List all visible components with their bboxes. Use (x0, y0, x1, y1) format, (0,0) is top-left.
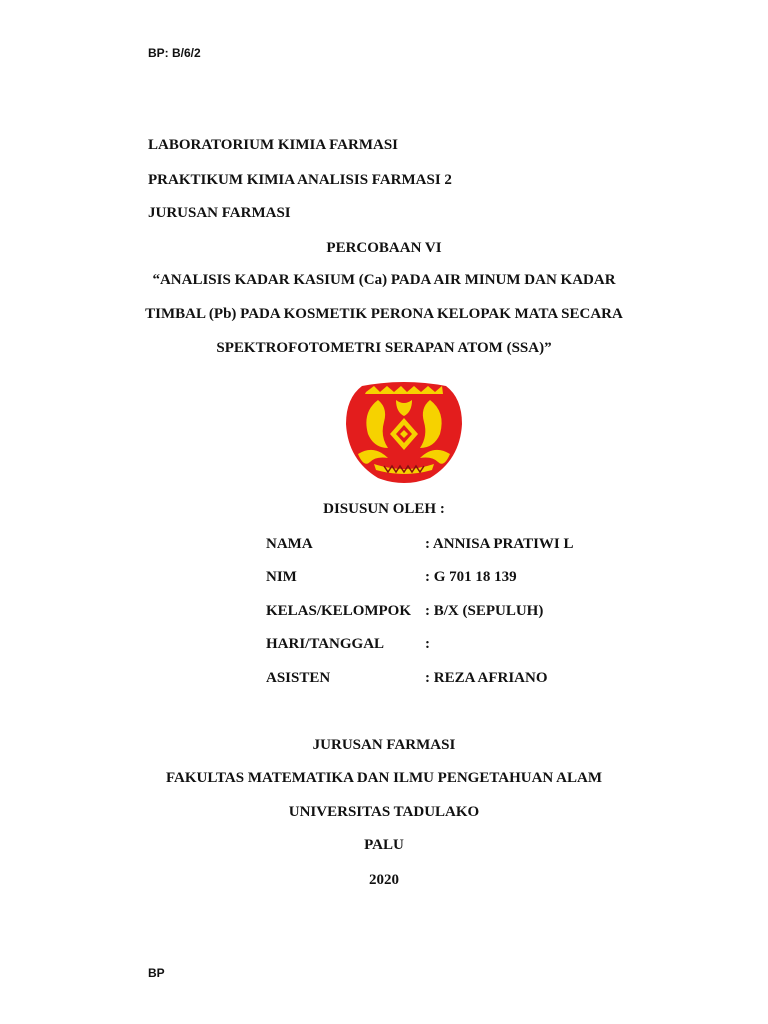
date-label: HARI/TANGGAL (266, 636, 385, 652)
header-code: BP: B/6/2 (148, 46, 201, 60)
department-name: JURUSAN FARMASI (148, 205, 291, 221)
footer-year: 2020 (369, 872, 399, 888)
nim-value: : G 701 18 139 (425, 569, 517, 585)
author-heading: DISUSUN OLEH : (323, 501, 445, 517)
title-line-1: “ANALISIS KADAR KASIUM (Ca) PADA AIR MINUM DAN KADAR (152, 272, 616, 288)
date-value: : (425, 636, 430, 652)
name-value: : ANNISA PRATIWI L (425, 536, 574, 552)
bottom-code: BP (148, 966, 165, 980)
footer-city: PALU (364, 837, 404, 853)
footer-university: UNIVERSITAS TADULAKO (288, 804, 480, 820)
class-group-value: : B/X (SEPULUH) (425, 603, 544, 619)
assistant-value: : REZA AFRIANO (425, 670, 548, 686)
lab-name: LABORATORIUM KIMIA FARMASI (148, 137, 399, 153)
footer-faculty: FAKULTAS MATEMATIKA DAN ILMU PENGETAHUAN ALAM (166, 770, 602, 786)
footer-department: JURUSAN FARMASI (312, 737, 456, 753)
title-line-3: SPEKTROFOTOMETRI SERAPAN ATOM (SSA)” (216, 340, 552, 356)
nim-label: NIM (266, 569, 297, 585)
course-name: PRAKTIKUM KIMIA ANALISIS FARMASI 2 (148, 172, 452, 188)
title-line-2: TIMBAL (Pb) PADA KOSMETIK PERONA KELOPAK MATA SECARA (145, 306, 623, 322)
experiment-number: PERCOBAAN VI (326, 240, 442, 256)
name-label: NAMA (266, 536, 313, 552)
university-logo-icon (344, 378, 464, 486)
assistant-label: ASISTEN (266, 670, 331, 686)
class-group-label: KELAS/KELOMPOK (266, 603, 412, 619)
